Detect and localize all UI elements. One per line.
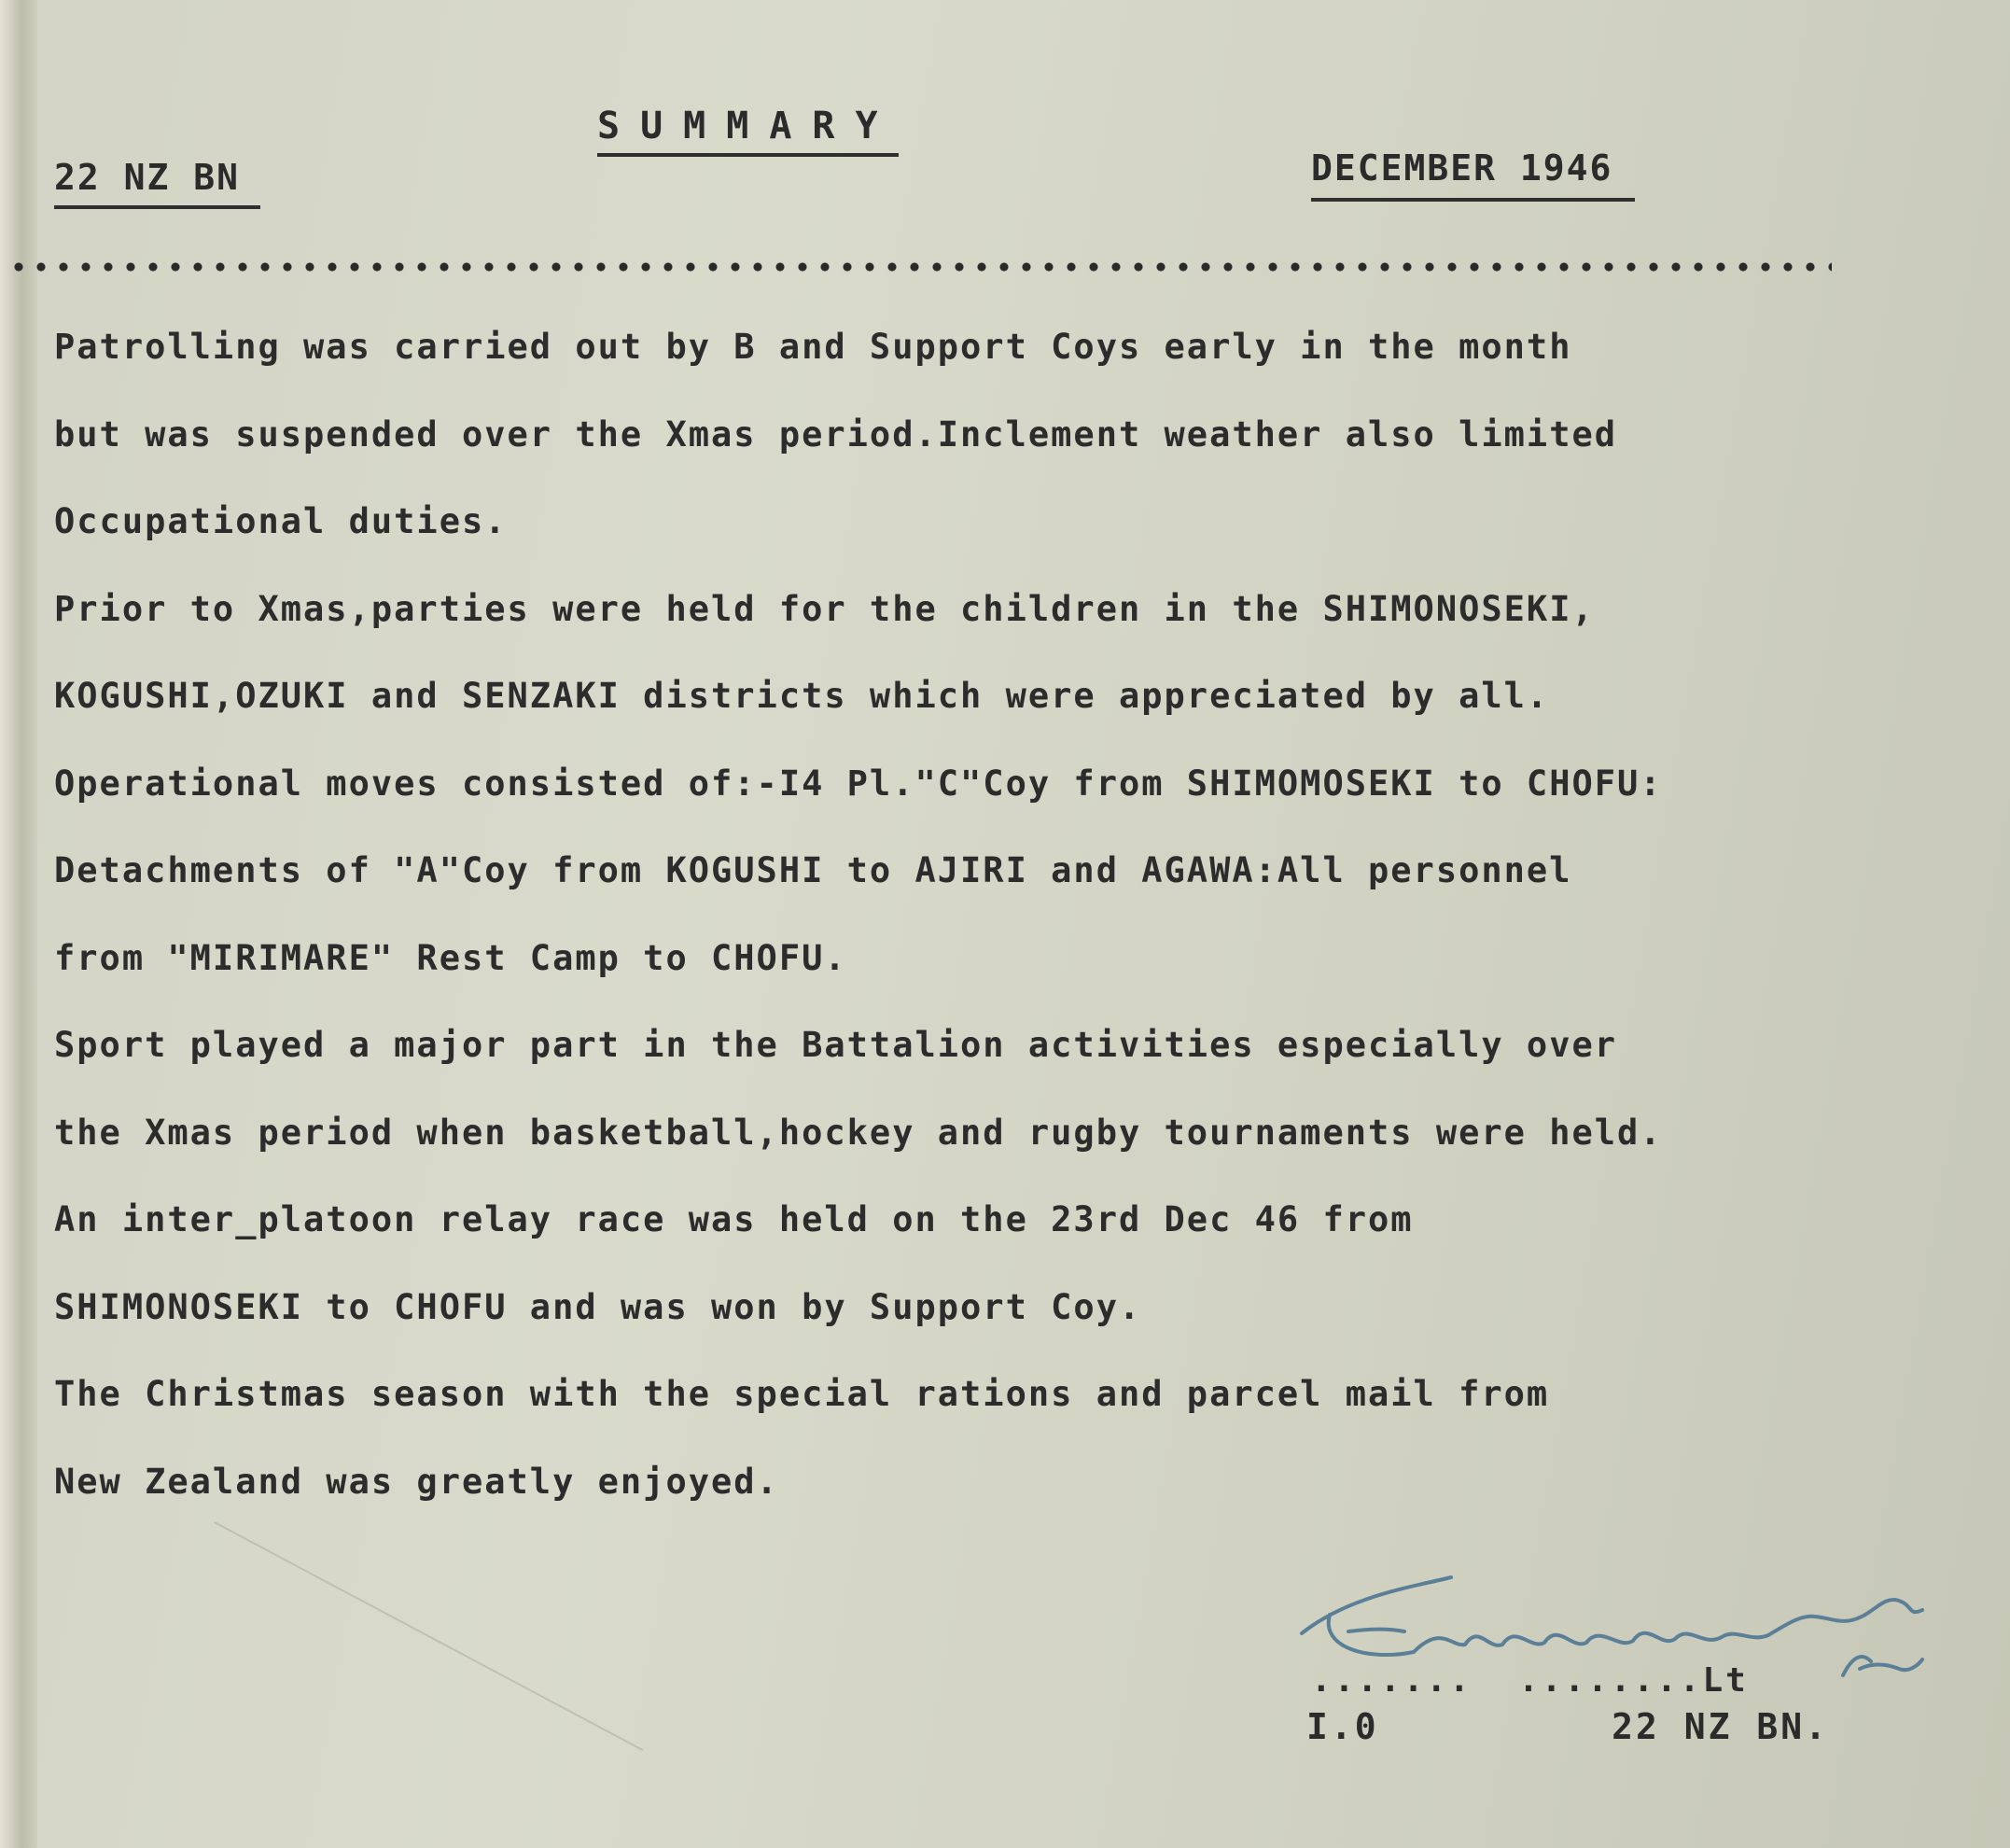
body-line: Detachments of "A"Coy from KOGUSHI to AJIRI and AGAWA:All personnel	[54, 850, 1572, 890]
body-line: Operational moves consisted of:-I4 Pl."C"Coy from SHIMOMOSEKI to CHOFU:	[54, 763, 1663, 804]
body-line: The Christmas season with the special rations and parcel mail from	[54, 1374, 1550, 1414]
date-heading: DECEMBER 1946	[1311, 147, 1635, 202]
body-line: from "MIRIMARE" Rest Camp to CHOFU.	[54, 937, 847, 978]
page-fold-edge	[0, 0, 37, 1848]
body-line: Occupational duties.	[54, 501, 508, 541]
body-line: SHIMONOSEKI to CHOFU and was won by Support Coy.	[54, 1286, 1142, 1327]
signature-block	[1306, 1706, 1829, 1747]
document-title: SUMMARY	[597, 105, 899, 157]
body-line: Sport played a major part in the Battalion activities especially over	[54, 1025, 1618, 1065]
body-line: the Xmas period when basketball,hockey and rugby tournaments were held.	[54, 1112, 1663, 1153]
body-line: New Zealand was greatly enjoyed.	[54, 1461, 779, 1502]
signature-dots: ....... ........Lt	[1311, 1661, 1749, 1700]
summary-body	[54, 327, 1958, 1548]
rank-label: Lt	[1702, 1661, 1749, 1700]
body-line: but was suspended over the Xmas period.Inclement weather also limited	[54, 413, 1618, 455]
body-line: An inter_platoon relay race was held on the 23rd Dec 46 from	[54, 1199, 1414, 1239]
unit-heading: 22 NZ BN	[54, 157, 260, 209]
position-label: I.0	[1306, 1706, 1379, 1747]
signature-unit: 22 NZ BN.	[1612, 1706, 1829, 1747]
dotted-divider	[7, 259, 1832, 274]
body-line: Patrolling was carried out by B and Support Coys early in the month	[54, 327, 1572, 367]
body-line: Prior to Xmas,parties were held for the children in the SHIMONOSEKI,	[54, 588, 1595, 629]
body-line: KOGUSHI,OZUKI and SENZAKI districts which were appreciated by all.	[54, 676, 1550, 716]
paper-crease	[214, 1521, 643, 1751]
